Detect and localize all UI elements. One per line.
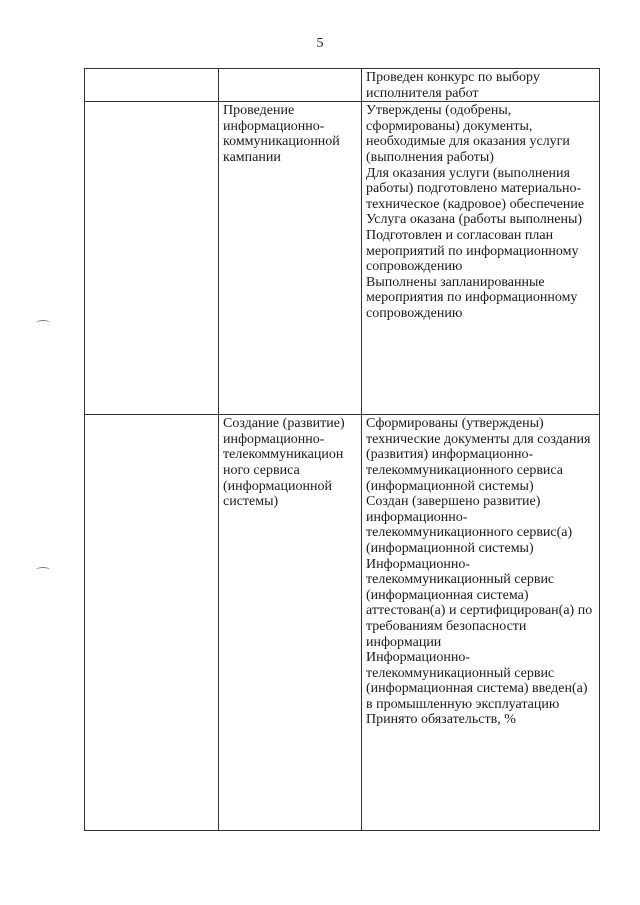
result-item: Утверждены (одобрены, сформированы) документы, необходимые для оказания услуги (выполнения работы) [366, 103, 570, 165]
result-item: Информационно-телекоммуникационный сервис (информационная система) аттестован(а) и сертифицирован(а) по требованиям безопасности информации [366, 556, 593, 650]
result-item: Принято обязательств, % [366, 712, 516, 728]
cell-program [85, 415, 219, 831]
cell-event: Создание (развитие) информационно-телекоммуникацион ного сервиса (информационной системы) [219, 415, 362, 831]
scan-artifact-mark [36, 320, 50, 326]
cell-results [362, 415, 600, 831]
scan-artifact-mark [36, 567, 50, 573]
result-item: Сформированы (утверждены) технические документы для создания (развития) информационно-телекоммуникационного сервиса (информационной системы) [366, 416, 591, 494]
result-item: Для оказания услуги (выполнения работы) подготовлено материально-техническое (кадровое) обеспечение [366, 165, 585, 212]
cell-event [219, 69, 362, 102]
cell-event: Проведение информационно-коммуникационной кампании [219, 102, 362, 415]
cell-results [362, 102, 600, 415]
result-item: Проведен конкурс по выбору исполнителя работ [366, 70, 540, 101]
result-item: Подготовлен и согласован план мероприятий по информационному сопровождению [366, 227, 579, 275]
cell-results [362, 69, 600, 102]
result-item: Услуга оказана (работы выполнены) [366, 212, 583, 228]
cell-program [85, 102, 219, 415]
result-item: Выполнены запланированные мероприятия по информационному сопровождению [366, 274, 578, 321]
table-row [85, 415, 600, 831]
page-number: 5 [316, 36, 324, 51]
result-item: Создан (завершено развитие) информационно-телекоммуникационного сервис(а) (информационной системы) [366, 494, 573, 556]
cell-program [85, 69, 219, 102]
table-row [85, 102, 600, 415]
table-row [85, 69, 600, 102]
results-table [84, 68, 600, 831]
result-item: Информационно-телекоммуникационный сервис (информационная система) введен(а) в промышленную эксплуатацию [366, 650, 588, 712]
